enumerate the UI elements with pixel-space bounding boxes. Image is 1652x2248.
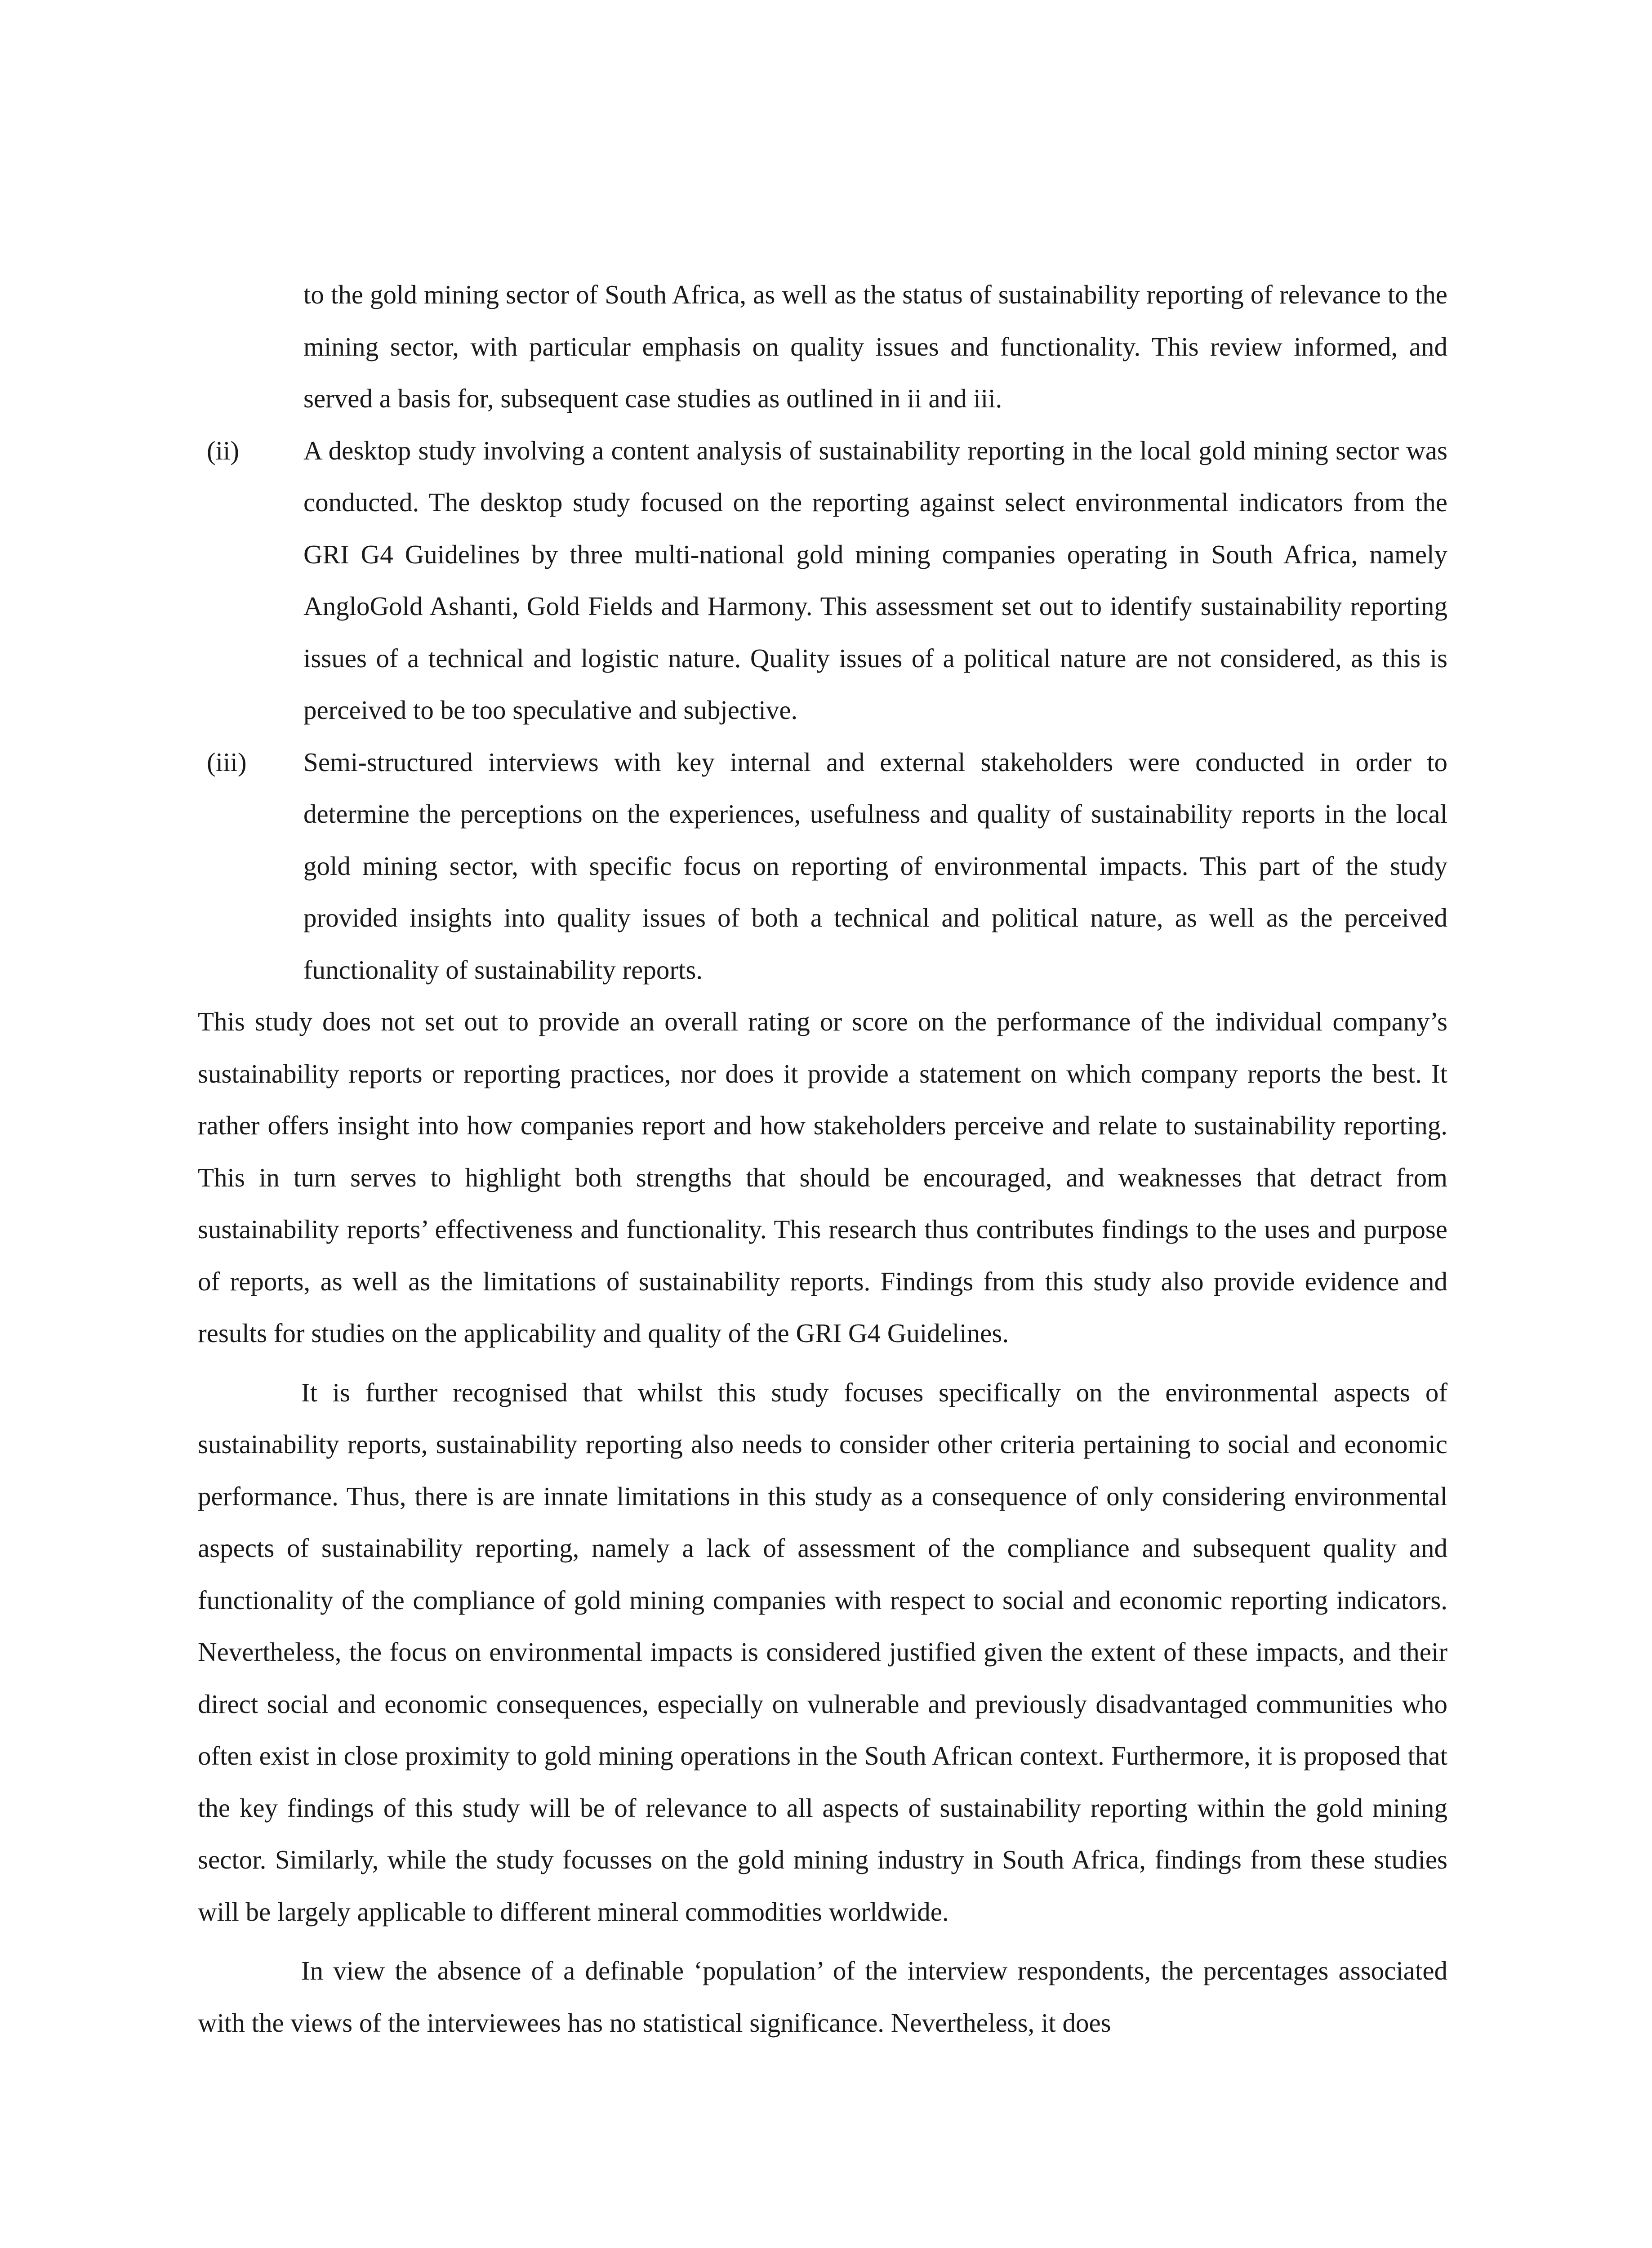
list-marker-iii: (iii): [207, 747, 247, 777]
list-continuation-text: to the gold mining sector of South Africa, as well as the status of sustainability reporting of relevance to the mining sector, with particular emphasis on quality issues and functionality. This review informed, and served a basis for, subsequent case studies as outlined in ii and iii.: [303, 280, 1447, 413]
body-text: [198, 269, 1447, 2049]
list-item-continuation: [198, 269, 1447, 425]
list-marker-ii: (ii): [207, 435, 240, 465]
paragraph-scope: This study does not set out to provide an overall rating or score on the performance of the individual company’s sustainability reports or reporting practices, nor does it provide a statement on which company reports the best. It rather offers insight into how companies report and how stakeholders perceive and relate to sustainability reporting. This in turn serves to highlight both strengths that should be encouraged, and weaknesses that detract from sustainability reports’ effectiveness and functionality. This research thus contributes findings to the uses and purpose of reports, as well as the limitations of sustainability reports. Findings from this study also provide evidence and results for studies on the applicability and quality of the GRI G4 Guidelines.: [198, 1007, 1447, 1348]
list-item-iii: [198, 736, 1447, 996]
list-item-text: Semi-structured interviews with key internal and external stakeholders were conducted in order to determine the perceptions on the experiences, usefulness and quality of sustainability reports in the local gold mining sector, with specific focus on reporting of environmental impacts. This part of the study provided insights into quality issues of both a technical and political nature, as well as the perceived functionality of sustainability reports.: [303, 747, 1447, 985]
list-item-ii: [198, 425, 1447, 736]
paragraph-limitations: It is further recognised that whilst this study focuses specifically on the environmental aspects of sustainability reports, sustainability reporting also needs to consider other criteria pertaining to social and economic performance. Thus, there is are innate limitations in this study as a consequence of only considering environmental aspects of sustainability reporting, namely a lack of assessment of the compliance and subsequent quality and functionality of the compliance of gold mining companies with respect to social and economic reporting indicators. Nevertheless, the focus on environmental impacts is considered justified given the extent of these impacts, and their direct social and economic consequences, especially on vulnerable and previously disadvantaged communities who often exist in close proximity to gold mining operations in the South African context. Furthermore, it is proposed that the key findings of this study will be of relevance to all aspects of sustainability reporting within the gold mining sector. Similarly, while the study focusses on the gold mining industry in South Africa, findings from these studies will be largely applicable to different mineral commodities worldwide.: [198, 1377, 1447, 1927]
paragraph-population: In view the absence of a definable ‘population’ of the interview respondents, the percentages associated with the views of the interviewees has no statistical significance. Nevertheless, it does: [198, 1956, 1447, 2038]
list-item-text: A desktop study involving a content analysis of sustainability reporting in the local gold mining sector was conducted. The desktop study focused on the reporting against select environmental indicators from the GRI G4 Guidelines by three multi-national gold mining companies operating in South Africa, namely AngloGold Ashanti, Gold Fields and Harmony. This assessment set out to identify sustainability reporting issues of a technical and logistic nature. Quality issues of a political nature are not considered, as this is perceived to be too speculative and subjective.: [303, 435, 1447, 725]
